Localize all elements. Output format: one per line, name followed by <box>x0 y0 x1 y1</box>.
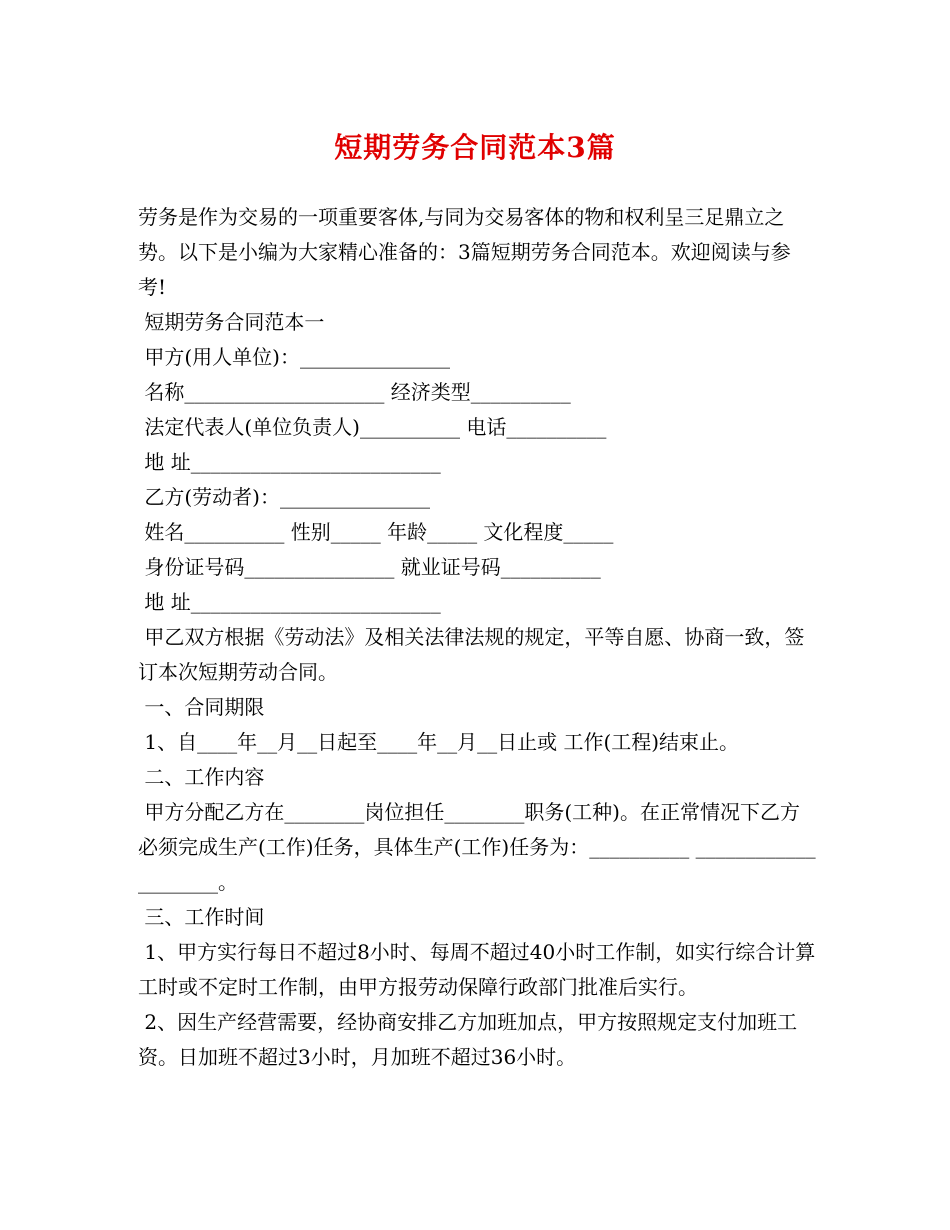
work-hours-clause-2: 2、因生产经营需要，经协商安排乙方加班加点，甲方按照规定支付加班工资。日加班不超过3小时，月加班不超过36小时。 <box>138 1010 798 1069</box>
party-a-name-line: 名称____________________ 经济类型__________ <box>138 380 571 404</box>
section-heading-work-hours: 三、工作时间 <box>138 905 265 929</box>
work-content-clause: 甲方分配乙方在________岗位担任________职务(工种)。在正常情况下乙方必须完成生产(工作)任务，具体生产(工作)任务为：__________ ____________________。 <box>138 800 816 894</box>
party-b-address-line: 地 址_________________________ <box>138 590 441 614</box>
party-b-line: 乙方(劳动者)：_______________ <box>138 485 430 509</box>
agreement-basis-paragraph: 甲乙双方根据《劳动法》及相关法律法规的规定，平等自愿、协商一致，签订本次短期劳动合同。 <box>138 625 805 684</box>
document-body <box>138 200 818 1075</box>
party-a-representative-line: 法定代表人(单位负责人)__________ 电话__________ <box>138 415 607 439</box>
section-heading-work-content: 二、工作内容 <box>138 765 265 789</box>
section-heading-contract-term: 一、合同期限 <box>138 695 265 719</box>
work-hours-clause-1: 1、甲方实行每日不超过8小时、每周不超过40小时工作制，如实行综合计算工时或不定时工作制，由甲方报劳动保障行政部门批准后实行。 <box>138 940 816 999</box>
party-b-id-line: 身份证号码_______________ 就业证号码__________ <box>138 555 601 579</box>
party-b-personal-info-line: 姓名__________ 性别_____ 年龄_____ 文化程度_____ <box>138 520 614 544</box>
document-title: 短期劳务合同范本3篇 <box>334 131 616 164</box>
party-a-address-line: 地 址_________________________ <box>138 450 441 474</box>
intro-paragraph: 劳务是作为交易的一项重要客体,与同为交易客体的物和权利呈三足鼎立之势。以下是小编为大家精心准备的：3篇短期劳务合同范本。欢迎阅读与参考! <box>138 205 791 299</box>
section-heading-sample-one: 短期劳务合同范本一 <box>138 310 325 334</box>
contract-term-clause: 1、自____年__月__日起至____年__月__日止或 工作(工程)结束止。 <box>138 730 740 754</box>
party-a-line: 甲方(用人单位)：_______________ <box>138 345 450 369</box>
